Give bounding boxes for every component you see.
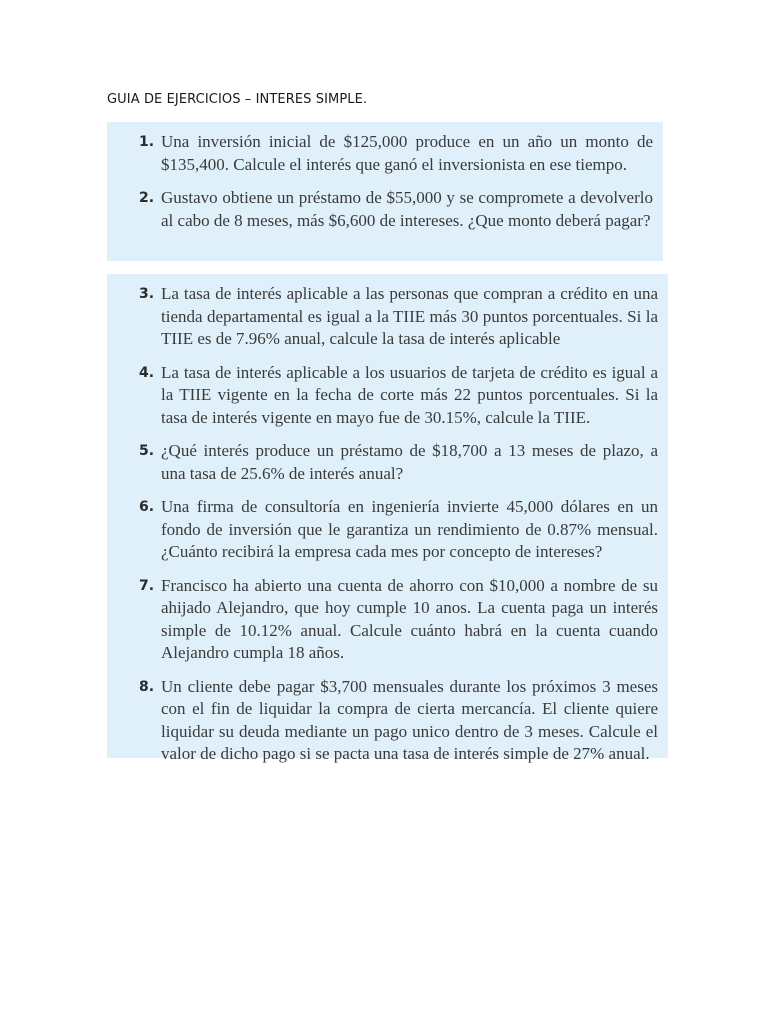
exercise-number: 8. [139, 678, 155, 695]
exercise-item [107, 187, 653, 232]
exercise-number: 7. [139, 577, 155, 594]
exercise-number: 1. [139, 134, 155, 150]
exercise-text: Una firma de consultoría en ingeniería invierte 45,000 dólares en un fondo de inversión que le garantiza un rendimiento de 0.87% mensual. ¿Cuánto recibirá la empresa cada mes por concepto de intereses? [161, 497, 658, 561]
exercise-number: 3. [139, 286, 155, 302]
exercise-item [107, 440, 658, 485]
exercise-text: Una inversión inicial de $125,000 produce en un año un monto de $135,400. Calcule el interés que ganó el inversionista en ese tiempo. [161, 132, 653, 174]
exercise-box-1 [107, 122, 663, 261]
exercise-item [107, 131, 653, 176]
exercise-item [107, 575, 658, 665]
exercise-number: 2. [139, 190, 155, 206]
exercise-number: 5. [139, 443, 155, 459]
exercise-item [107, 676, 658, 766]
exercise-number: 6. [139, 499, 155, 515]
exercise-text: Un cliente debe pagar $3,700 mensuales durante los próximos 3 meses con el fin de liquidar la compra de cierta mercancía. El cliente quiere liquidar su deuda mediante un pago unico dentro de 3 meses. Calcule el valor de dicho pago si se pacta una tasa de interés simple de 27% anual. [161, 676, 658, 763]
exercise-item [107, 362, 658, 430]
exercise-number: 4. [139, 364, 155, 381]
exercise-text: Francisco ha abierto una cuenta de ahorro con $10,000 a nombre de su ahijado Alejandro, que hoy cumple 10 anos. La cuenta paga un interés simple de 10.12% anual. Calcule cuánto habrá en la cuenta cuando Alejandro cumpla 18 años. [161, 575, 658, 662]
page-title: GUIA DE EJERCICIOS – INTERES SIMPLE. [107, 92, 368, 107]
exercise-box-2 [107, 274, 668, 763]
exercise-text: Gustavo obtiene un préstamo de $55,000 y se compromete a devolverlo al cabo de 8 meses, más $6,600 de intereses. ¿Que monto deberá pagar? [161, 188, 653, 230]
exercise-item [107, 496, 658, 564]
exercise-item [107, 283, 658, 351]
exercise-text: ¿Qué interés produce un préstamo de $18,700 a 13 meses de plazo, a una tasa de 25.6% de interés anual? [161, 441, 658, 483]
exercise-text: La tasa de interés aplicable a los usuarios de tarjeta de crédito es igual a la TIIE vigente en la fecha de corte más 22 puntos porcentuales. Si la tasa de interés vigente en mayo fue de 30.15%, calcule la TIIE. [161, 362, 658, 427]
exercise-text: La tasa de interés aplicable a las personas que compran a crédito en una tienda departamental es igual a la TIIE más 30 puntos porcentuales. Si la TIIE es de 7.96% anual, calcule la tasa de interés aplicable [161, 284, 658, 348]
